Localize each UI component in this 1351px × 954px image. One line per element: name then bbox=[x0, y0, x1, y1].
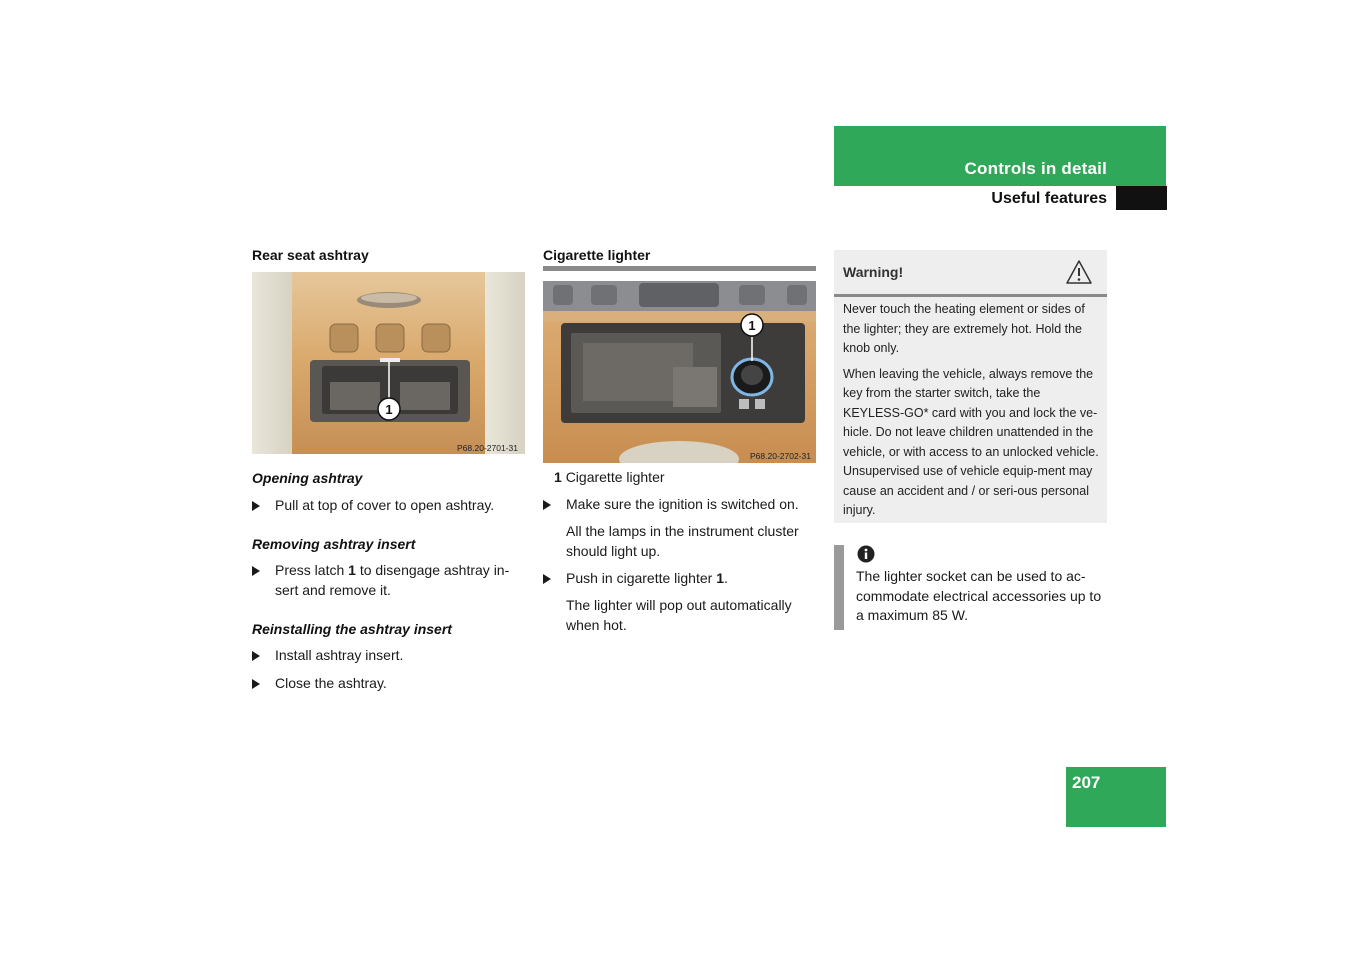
bullet-arrow-icon bbox=[252, 501, 260, 511]
bullet-arrow-icon bbox=[543, 574, 551, 584]
callout-ref: 1 bbox=[348, 562, 356, 578]
callout-number: 1 bbox=[748, 318, 756, 333]
bullet-arrow-icon bbox=[252, 679, 260, 689]
warning-body bbox=[843, 300, 1101, 527]
image-code: P68.20-2701-31 bbox=[457, 443, 518, 453]
list-item bbox=[566, 569, 816, 589]
page-number: 207 bbox=[1072, 773, 1101, 792]
list-item bbox=[275, 646, 525, 666]
bullet-arrow-icon bbox=[252, 651, 260, 661]
warning-paragraph: When leaving the vehicle, always remove the key from the starter switch, take the KEYLESS-GO* card with you and lock the ve-hicle. Do not leave children unattended in the vehicle, or with access to an unlocked vehicle. Unsupervised use of vehicle equip-ment may cause an accident and / or seri-ous personal injury. bbox=[843, 366, 1099, 517]
step-text: Press latch bbox=[275, 562, 349, 578]
section-rule bbox=[543, 266, 816, 271]
bullet-arrow-icon bbox=[252, 566, 260, 576]
warning-triangle-icon bbox=[1065, 259, 1093, 290]
list-item bbox=[275, 496, 525, 516]
warning-box bbox=[834, 250, 1107, 523]
step-result: The lighter will pop out automatically when hot. bbox=[566, 597, 792, 633]
legend-item bbox=[554, 468, 665, 488]
info-text: The lighter socket can be used to ac-commodate electrical accessories up to a maximum 85 W. bbox=[856, 568, 1102, 623]
step-text: to disengage ashtray in-sert and remove it. bbox=[275, 562, 510, 598]
list-item bbox=[566, 495, 816, 515]
page-number-box bbox=[1066, 767, 1166, 827]
info-icon bbox=[857, 545, 875, 568]
rear-ashtray-heading: Rear seat ashtray bbox=[252, 247, 369, 263]
info-side-bar bbox=[834, 545, 844, 630]
cigarette-lighter-heading: Cigarette lighter bbox=[543, 247, 651, 263]
removing-insert-heading: Removing ashtray insert bbox=[252, 536, 416, 552]
step-result: All the lamps in the instrument cluster should light up. bbox=[566, 523, 799, 559]
step-text: Install ashtray insert. bbox=[275, 647, 404, 663]
section-marker bbox=[1116, 186, 1167, 210]
section-title: Useful features bbox=[991, 190, 1107, 207]
step-text: . bbox=[724, 570, 728, 586]
warning-header bbox=[834, 250, 1107, 297]
warning-paragraph: Never touch the heating element or sides of the lighter; they are extremely hot. Hold the knob only. bbox=[843, 302, 1085, 355]
chapter-header-bar bbox=[834, 126, 1166, 186]
step-text: Close the ashtray. bbox=[275, 675, 387, 691]
step-text: Pull at top of cover to open ashtray. bbox=[275, 497, 495, 513]
step-text: Make sure the ignition is switched on. bbox=[566, 496, 799, 512]
step-text: Push in cigarette lighter bbox=[566, 570, 717, 586]
legend-text: Cigarette lighter bbox=[565, 469, 665, 485]
image-code: P68.20-2702-31 bbox=[750, 451, 811, 461]
chapter-title: Controls in detail bbox=[964, 159, 1107, 178]
bullet-arrow-icon bbox=[543, 500, 551, 510]
list-item bbox=[275, 561, 525, 600]
cigarette-lighter-image bbox=[543, 281, 816, 463]
opening-ashtray-heading: Opening ashtray bbox=[252, 470, 363, 486]
callout-ref: 1 bbox=[716, 570, 724, 586]
reinstall-insert-heading: Reinstalling the ashtray insert bbox=[252, 621, 452, 637]
legend-number: 1 bbox=[554, 469, 562, 485]
callout-number: 1 bbox=[385, 402, 393, 417]
rear-ashtray-image bbox=[252, 272, 525, 454]
list-item bbox=[275, 674, 525, 694]
warning-title: Warning! bbox=[843, 264, 904, 280]
